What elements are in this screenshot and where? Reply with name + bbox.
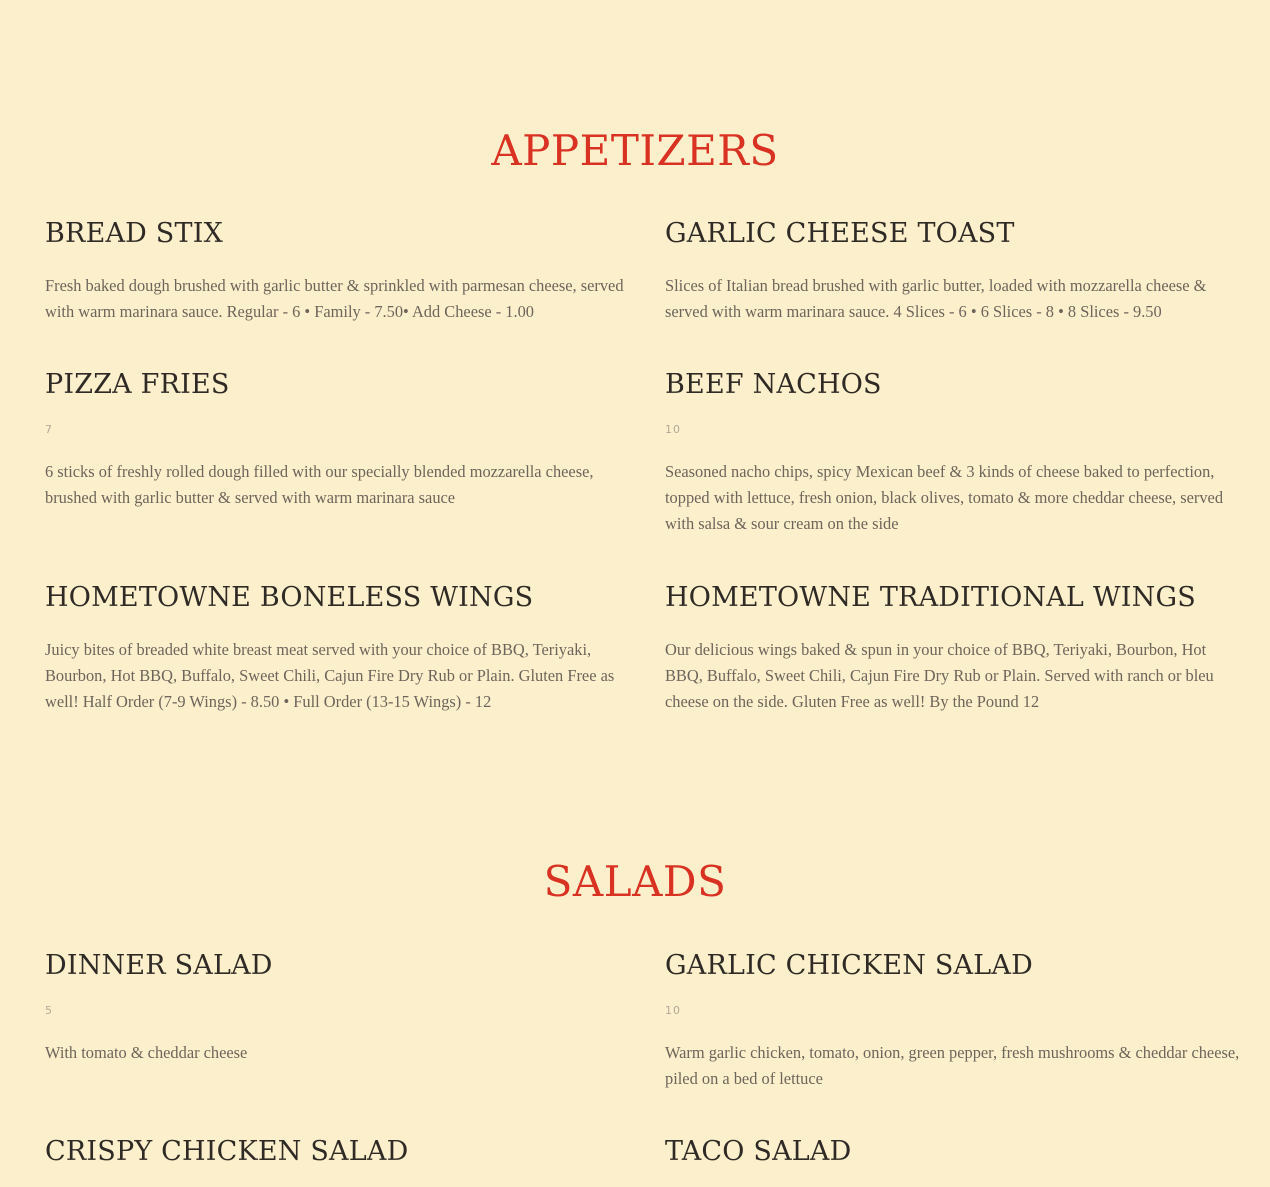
item-price: 7 xyxy=(45,423,53,436)
item-description: Fresh baked dough brushed with garlic butter & sprinkled with parmesan cheese, served with warm marinara sauce. Regular - 6 • Family - 7.50• Add Cheese - 1.00 xyxy=(45,276,624,321)
section-title-salads: SALADS xyxy=(543,857,727,906)
item-name: CRISPY CHICKEN SALAD xyxy=(45,1136,409,1167)
menu-item-beef-nachos xyxy=(665,371,1245,537)
item-name: PIZZA FRIES xyxy=(45,369,230,400)
item-description: With tomato & cheddar cheese xyxy=(45,1043,248,1062)
item-name: GARLIC CHEESE TOAST xyxy=(665,218,1015,249)
item-name: HOMETOWNE TRADITIONAL WINGS xyxy=(665,582,1196,613)
item-name: HOMETOWNE BONELESS WINGS xyxy=(45,582,534,613)
menu-item-bread-stix xyxy=(45,220,625,325)
item-name: BREAD STIX xyxy=(45,218,224,249)
item-name: BEEF NACHOS xyxy=(665,369,882,400)
item-description: Seasoned nacho chips, spicy Mexican beef & 3 kinds of cheese baked to perfection, topped with lettuce, fresh onion, black olives, tomato & more cheddar cheese, served with salsa & sour cream on the side xyxy=(665,462,1224,533)
item-price: 10 xyxy=(665,423,681,436)
menu-item-hometowne-traditional-wings xyxy=(665,584,1245,715)
menu-item-crispy-chicken-salad xyxy=(45,1138,625,1165)
item-description: Warm garlic chicken, tomato, onion, green pepper, fresh mushrooms & cheddar cheese, piled on a bed of lettuce xyxy=(665,1043,1240,1088)
menu-item-pizza-fries xyxy=(45,371,625,511)
item-description: Juicy bites of breaded white breast meat served with your choice of BBQ, Teriyaki, Bourbon, Hot BBQ, Buffalo, Sweet Chili, Cajun Fire Dry Rub or Plain. Gluten Free as well! Half Order (7-9 Wings) - 8.50 • Full Order (13-15 Wings) - 12 xyxy=(45,640,615,711)
item-name: DINNER SALAD xyxy=(45,950,273,981)
item-price: 5 xyxy=(45,1004,53,1017)
item-name: TACO SALAD xyxy=(665,1136,852,1167)
menu-item-taco-salad xyxy=(665,1138,1245,1165)
item-description: Our delicious wings baked & spun in your choice of BBQ, Teriyaki, Bourbon, Hot BBQ, Buffalo, Sweet Chili, Cajun Fire Dry Rub or Plain. Served with ranch or bleu cheese on the side. Gluten Free as well! By the Pound 12 xyxy=(665,640,1214,711)
menu-item-garlic-cheese-toast xyxy=(665,220,1245,325)
menu-item-hometowne-boneless-wings xyxy=(45,584,625,715)
item-price: 10 xyxy=(665,1004,681,1017)
item-description: 6 sticks of freshly rolled dough filled with our specially blended mozzarella cheese, brushed with garlic butter & served with warm marinara sauce xyxy=(45,462,594,507)
menu-item-dinner-salad xyxy=(45,952,625,1066)
item-name: GARLIC CHICKEN SALAD xyxy=(665,950,1033,981)
item-description: Slices of Italian bread brushed with garlic butter, loaded with mozzarella cheese & served with warm marinara sauce. 4 Slices - 6 • 6 Slices - 8 • 8 Slices - 9.50 xyxy=(665,276,1207,321)
section-title-appetizers: APPETIZERS xyxy=(491,126,779,175)
menu-item-garlic-chicken-salad xyxy=(665,952,1245,1092)
